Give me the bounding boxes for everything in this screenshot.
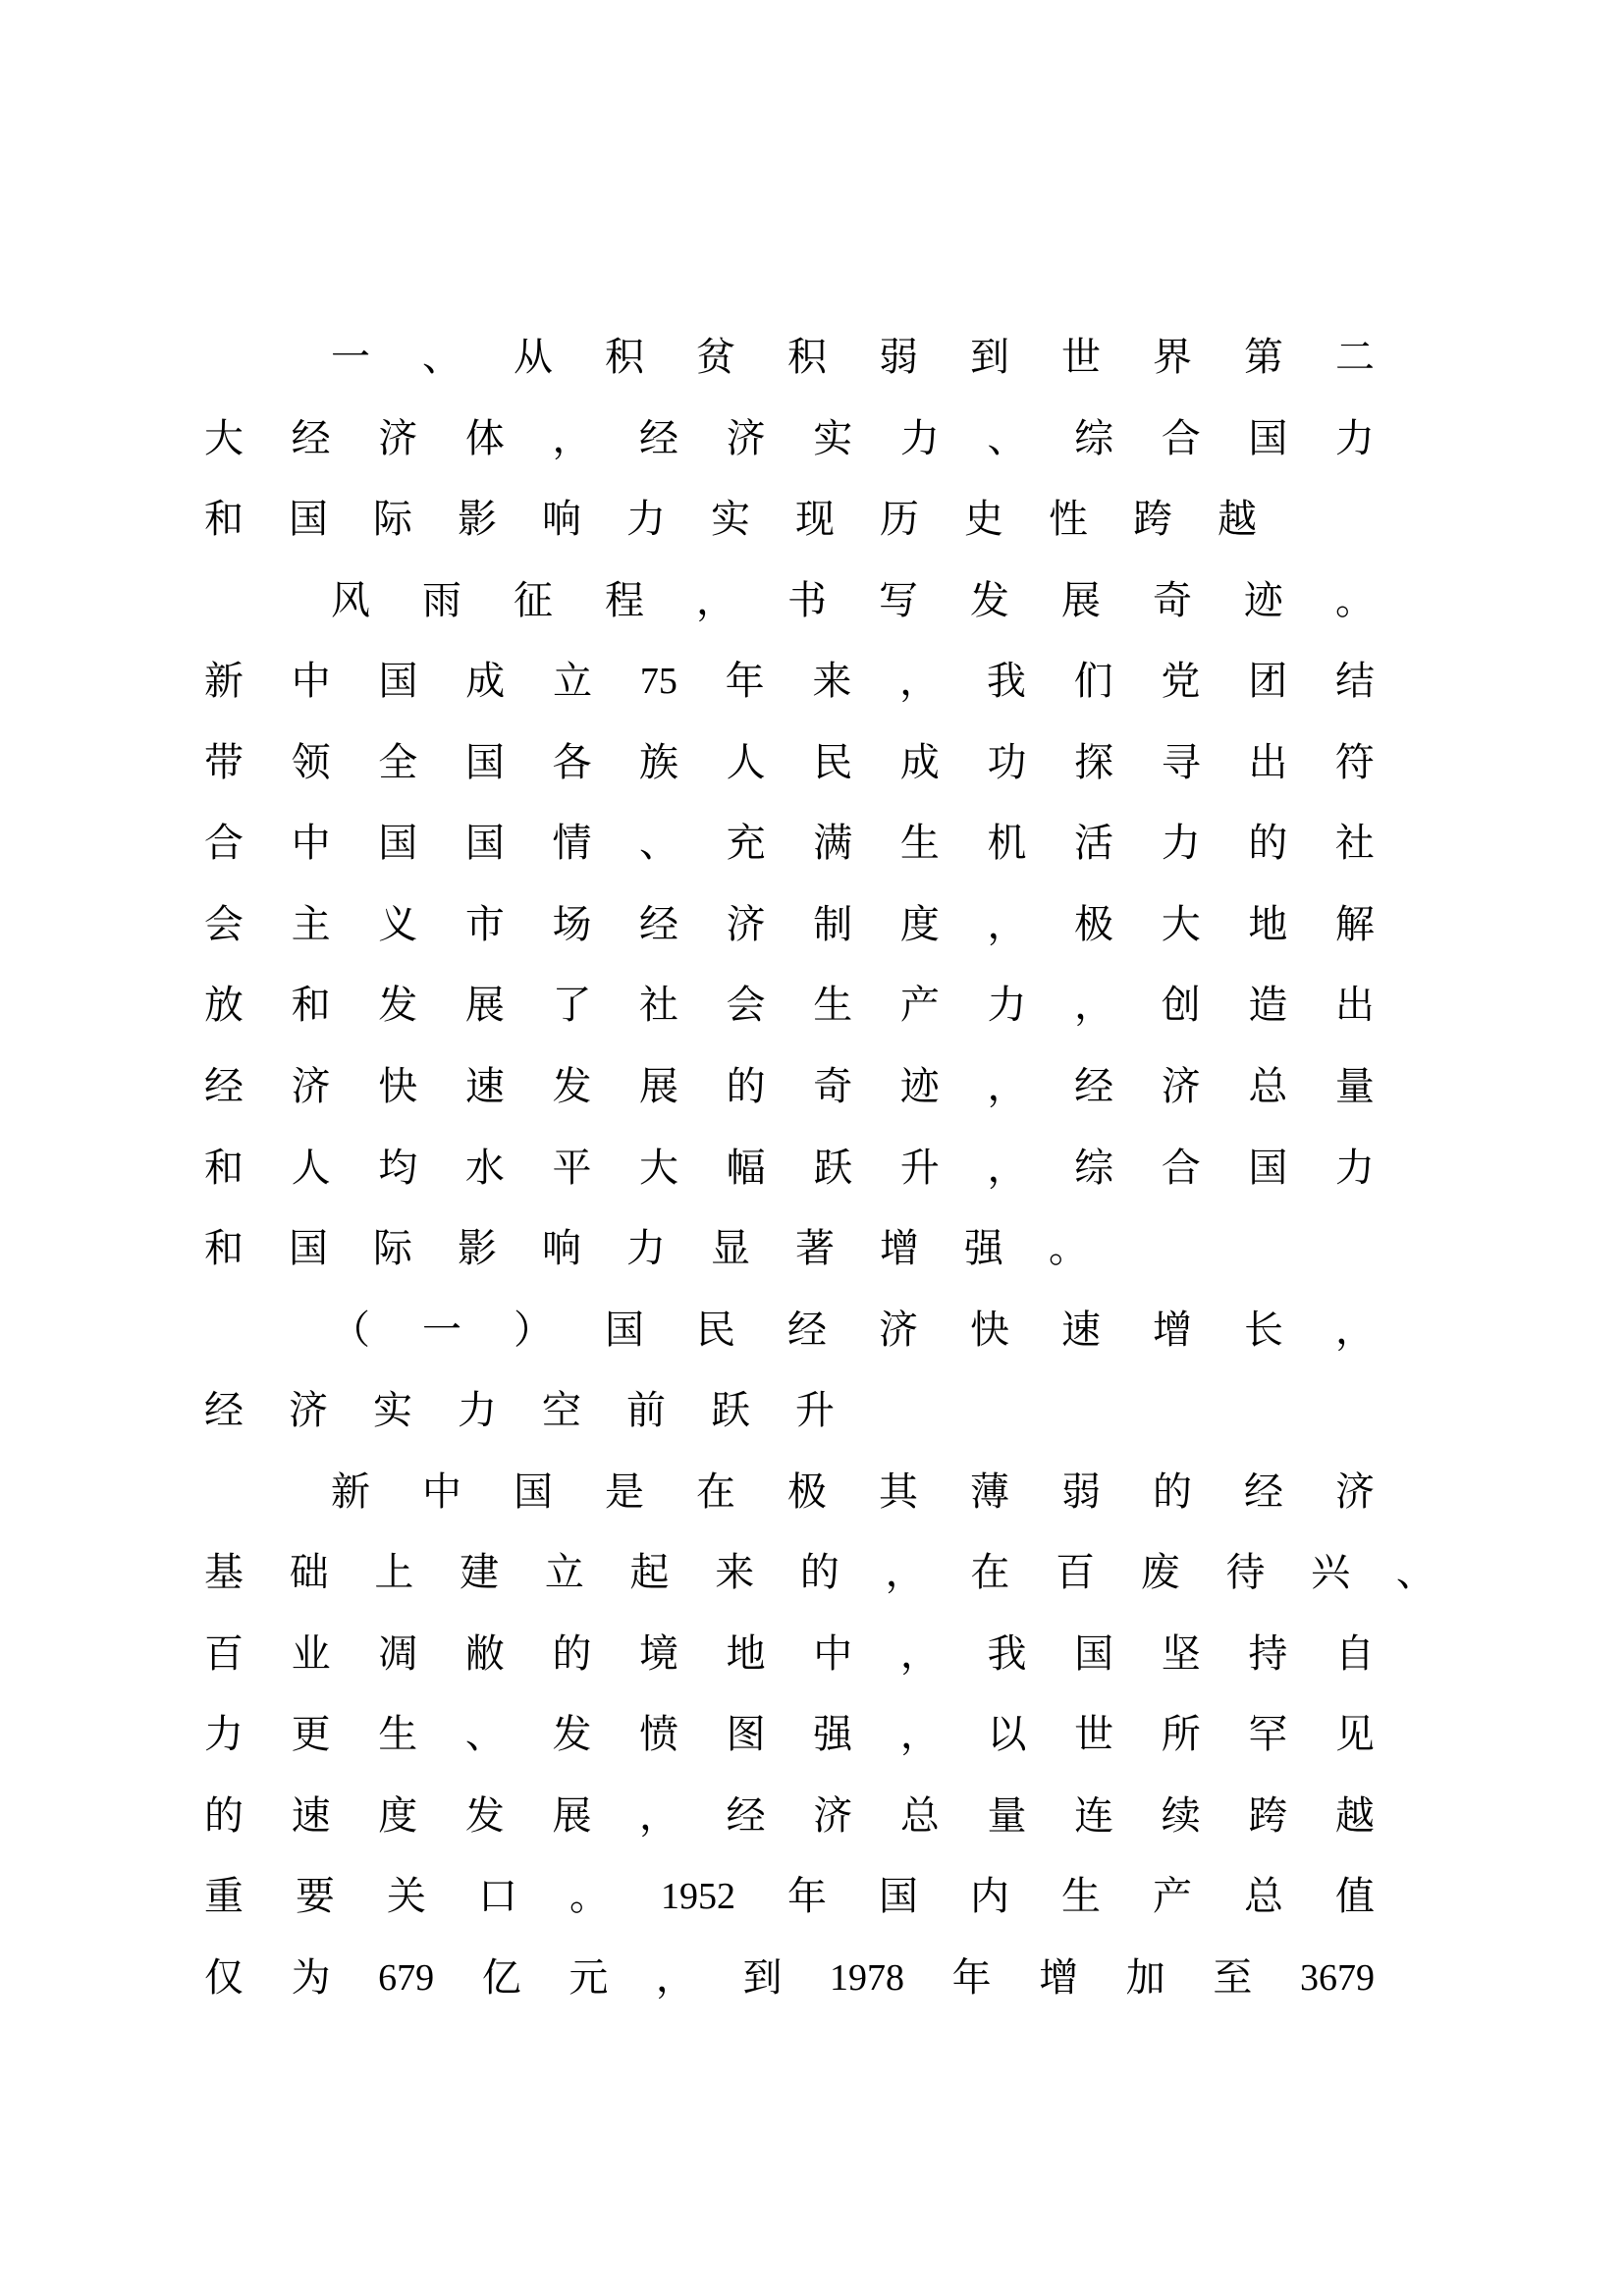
- text-glyph: 强: [813, 1712, 853, 1758]
- text-glyph: 仅: [204, 1955, 244, 2001]
- text-line: [204, 495, 1257, 544]
- text-glyph: 了: [552, 983, 592, 1029]
- text-glyph: 合: [204, 821, 244, 867]
- text-glyph: 充: [726, 821, 766, 867]
- text-glyph: 弱: [879, 335, 918, 380]
- text-glyph: 要: [296, 1874, 335, 1920]
- text-glyph: 影: [458, 1226, 497, 1272]
- text-line: [204, 900, 1375, 949]
- text-glyph: ，: [696, 577, 735, 623]
- text-glyph: 济: [879, 1307, 918, 1353]
- text-line: [204, 414, 1375, 463]
- text-glyph: 奇: [1153, 577, 1192, 623]
- text-glyph: 和: [291, 983, 331, 1029]
- text-glyph: 写: [879, 577, 918, 623]
- text-glyph: 民: [813, 739, 853, 785]
- text-glyph: 经: [204, 1388, 244, 1434]
- text-glyph: 快: [970, 1307, 1009, 1353]
- text-glyph: 的: [799, 1550, 839, 1596]
- text-glyph: 奇: [813, 1063, 853, 1109]
- text-glyph: 济: [813, 1792, 853, 1839]
- text-glyph: 世: [1061, 335, 1101, 380]
- text-glyph: 国: [464, 739, 505, 785]
- text-glyph: 百: [204, 1630, 244, 1677]
- text-glyph: 造: [1248, 983, 1288, 1029]
- text-line: [204, 1062, 1375, 1111]
- text-glyph: 待: [1225, 1550, 1266, 1596]
- text-glyph: 一: [422, 1307, 461, 1353]
- text-glyph: 解: [1334, 901, 1375, 947]
- text-glyph: 关: [387, 1874, 426, 1920]
- text-glyph: 历: [880, 497, 919, 543]
- text-glyph: 活: [1074, 821, 1114, 867]
- text-glyph: 在: [696, 1468, 735, 1515]
- text-glyph: 发: [378, 983, 418, 1029]
- text-glyph: ，: [899, 659, 940, 705]
- text-glyph: 性: [1049, 497, 1088, 543]
- text-glyph: 功: [987, 739, 1027, 785]
- text-glyph: 第: [1244, 335, 1283, 380]
- text-line: [331, 1468, 1375, 1517]
- text-glyph: 发: [552, 1063, 592, 1109]
- text-glyph: 贫: [696, 335, 735, 380]
- text-line: [204, 1386, 835, 1435]
- text-glyph: 际: [373, 1226, 412, 1272]
- text-glyph: 自: [1334, 1630, 1375, 1677]
- text-glyph: 上: [374, 1550, 414, 1596]
- text-glyph: 会: [204, 901, 244, 947]
- text-glyph: 续: [1161, 1792, 1201, 1839]
- text-glyph: 到: [742, 1955, 783, 2001]
- text-glyph: 总: [1244, 1874, 1283, 1920]
- text-glyph: 民: [696, 1307, 735, 1353]
- text-glyph: ）: [514, 1307, 553, 1353]
- text-glyph: 市: [464, 901, 505, 947]
- text-glyph: 义: [378, 901, 418, 947]
- text-glyph: 综: [1074, 1145, 1114, 1191]
- text-glyph: 废: [1140, 1550, 1180, 1596]
- text-glyph: 增: [1039, 1955, 1079, 2001]
- text-glyph: 弱: [1061, 1468, 1101, 1515]
- text-glyph: 迹: [1244, 577, 1283, 623]
- text-glyph: ，: [987, 901, 1027, 947]
- text-glyph: ，: [552, 415, 592, 461]
- text-glyph: 建: [460, 1550, 500, 1596]
- text-glyph: 生: [378, 1712, 418, 1758]
- text-glyph: 总: [899, 1792, 940, 1839]
- text-glyph: 界: [1153, 335, 1192, 380]
- text-glyph: ，: [1335, 1307, 1375, 1353]
- text-glyph: 放: [204, 983, 244, 1029]
- text-glyph: 和: [204, 497, 244, 543]
- text-glyph: 3679: [1299, 1957, 1375, 1999]
- text-glyph: 力: [626, 1226, 666, 1272]
- text-glyph: 成: [899, 739, 940, 785]
- text-glyph: 平: [552, 1145, 592, 1191]
- text-glyph: ，: [655, 1955, 695, 2001]
- text-glyph: 展: [639, 1063, 679, 1109]
- text-glyph: 济: [726, 901, 766, 947]
- text-glyph: 生: [1061, 1874, 1101, 1920]
- text-glyph: 础: [289, 1550, 329, 1596]
- text-glyph: 人: [291, 1145, 331, 1191]
- text-glyph: 的: [204, 1792, 244, 1839]
- text-glyph: 结: [1334, 659, 1375, 705]
- text-glyph: 度: [378, 1792, 418, 1839]
- text-glyph: 新: [204, 659, 244, 705]
- text-glyph: 年: [787, 1874, 827, 1920]
- text-glyph: 连: [1074, 1792, 1114, 1839]
- text-glyph: 内: [970, 1874, 1009, 1920]
- text-glyph: 的: [1153, 1468, 1192, 1515]
- text-glyph: 世: [1074, 1712, 1114, 1758]
- text-glyph: 跨: [1133, 497, 1172, 543]
- text-glyph: 前: [626, 1388, 666, 1434]
- text-glyph: 创: [1161, 983, 1201, 1029]
- text-glyph: 量: [1334, 1063, 1375, 1109]
- text-glyph: 经: [639, 415, 679, 461]
- text-glyph: 探: [1074, 739, 1114, 785]
- text-glyph: 国: [1074, 1630, 1114, 1677]
- text-glyph: 国: [289, 1226, 328, 1272]
- text-glyph: ，: [639, 1792, 679, 1839]
- text-glyph: 速: [1061, 1307, 1101, 1353]
- text-glyph: 著: [795, 1226, 835, 1272]
- text-glyph: 、: [987, 415, 1027, 461]
- text-line: [204, 738, 1375, 787]
- text-glyph: 济: [1161, 1063, 1201, 1109]
- text-glyph: 国: [289, 497, 328, 543]
- text-glyph: 的: [1248, 821, 1288, 867]
- text-glyph: 、: [1395, 1550, 1435, 1596]
- text-glyph: 从: [514, 335, 553, 380]
- text-glyph: 发: [552, 1712, 592, 1758]
- text-glyph: 响: [542, 497, 581, 543]
- text-glyph: 兴: [1311, 1550, 1351, 1596]
- text-glyph: 中: [422, 1468, 461, 1515]
- text-glyph: 际: [373, 497, 412, 543]
- text-glyph: 敝: [464, 1630, 505, 1677]
- text-glyph: 济: [291, 1063, 331, 1109]
- text-glyph: 响: [542, 1226, 581, 1272]
- text-glyph: 寻: [1161, 739, 1201, 785]
- text-glyph: 加: [1125, 1955, 1165, 2001]
- text-glyph: 更: [291, 1712, 331, 1758]
- text-glyph: 风: [331, 577, 370, 623]
- text-glyph: 合: [1161, 415, 1201, 461]
- text-glyph: 们: [1073, 659, 1113, 705]
- text-glyph: 影: [458, 497, 497, 543]
- text-glyph: 力: [899, 415, 940, 461]
- text-glyph: 族: [639, 739, 679, 785]
- text-glyph: 百: [1056, 1550, 1096, 1596]
- text-glyph: 越: [1334, 1792, 1375, 1839]
- text-glyph: 愤: [639, 1712, 679, 1758]
- text-glyph: 量: [987, 1792, 1027, 1839]
- text-glyph: 极: [1074, 901, 1114, 947]
- text-glyph: 极: [787, 1468, 827, 1515]
- text-glyph: 国: [879, 1874, 918, 1920]
- text-glyph: 征: [514, 577, 553, 623]
- text-glyph: 国: [378, 821, 418, 867]
- text-glyph: 中: [813, 1630, 853, 1677]
- text-glyph: 大: [639, 1145, 679, 1191]
- text-glyph: 力: [1161, 821, 1201, 867]
- text-glyph: 口: [478, 1874, 517, 1920]
- text-glyph: 强: [964, 1226, 1003, 1272]
- text-glyph: 史: [964, 497, 1003, 543]
- text-glyph: 基: [204, 1550, 244, 1596]
- text-glyph: 薄: [970, 1468, 1009, 1515]
- text-glyph: ，: [885, 1550, 925, 1596]
- text-glyph: 全: [378, 739, 418, 785]
- text-glyph: 、: [464, 1712, 505, 1758]
- text-glyph: 济: [378, 415, 418, 461]
- text-glyph: 其: [879, 1468, 918, 1515]
- text-glyph: 力: [1334, 415, 1375, 461]
- text-glyph: 见: [1334, 1712, 1375, 1758]
- text-line: [204, 981, 1375, 1030]
- text-glyph: 国: [464, 821, 505, 867]
- text-glyph: 国: [1248, 1145, 1288, 1191]
- text-glyph: 力: [1334, 1145, 1375, 1191]
- text-glyph: 新: [331, 1468, 370, 1515]
- text-glyph: 产: [899, 983, 940, 1029]
- text-glyph: 凋: [378, 1630, 418, 1677]
- text-glyph: 业: [291, 1630, 331, 1677]
- text-glyph: 水: [464, 1145, 505, 1191]
- text-glyph: 679: [378, 1957, 435, 1999]
- text-glyph: 实: [813, 415, 853, 461]
- text-glyph: ，: [987, 1145, 1027, 1191]
- text-glyph: 展: [464, 983, 505, 1029]
- text-glyph: 经: [291, 415, 331, 461]
- text-glyph: 升: [795, 1388, 835, 1434]
- text-glyph: 快: [378, 1063, 418, 1109]
- text-glyph: 、: [422, 335, 461, 380]
- text-glyph: 和: [204, 1226, 244, 1272]
- text-glyph: 速: [464, 1063, 505, 1109]
- text-glyph: 出: [1334, 983, 1375, 1029]
- text-glyph: 雨: [422, 577, 461, 623]
- text-glyph: 的: [726, 1063, 766, 1109]
- text-line: [204, 657, 1375, 706]
- text-glyph: 年: [951, 1955, 992, 2001]
- text-line: [204, 1710, 1375, 1759]
- text-glyph: 立: [553, 659, 593, 705]
- text-glyph: 、: [639, 821, 679, 867]
- text-line: [204, 1872, 1375, 1921]
- text-glyph: 生: [899, 821, 940, 867]
- text-glyph: 各: [552, 739, 592, 785]
- text-glyph: ，: [987, 1063, 1027, 1109]
- text-glyph: 积: [787, 335, 827, 380]
- text-glyph: 成: [465, 659, 506, 705]
- text-glyph: 升: [899, 1145, 940, 1191]
- text-glyph: 社: [639, 983, 679, 1029]
- text-glyph: 跃: [813, 1145, 853, 1191]
- text-glyph: 1978: [830, 1957, 905, 1999]
- text-glyph: 持: [1248, 1630, 1288, 1677]
- text-line: [204, 1224, 1088, 1273]
- text-glyph: 二: [1335, 335, 1375, 380]
- text-glyph: 和: [204, 1145, 244, 1191]
- text-glyph: 经: [1074, 1063, 1114, 1109]
- text-glyph: 满: [813, 821, 853, 867]
- text-glyph: 积: [605, 335, 644, 380]
- text-glyph: 大: [1161, 901, 1201, 947]
- text-glyph: 。: [1335, 577, 1375, 623]
- text-glyph: 经: [726, 1792, 766, 1839]
- text-glyph: 场: [552, 901, 592, 947]
- text-glyph: 济: [289, 1388, 328, 1434]
- text-glyph: ，: [1074, 983, 1114, 1029]
- text-line: [204, 1791, 1375, 1841]
- text-glyph: 。: [1049, 1226, 1088, 1272]
- text-glyph: 现: [795, 497, 835, 543]
- text-glyph: 党: [1161, 659, 1201, 705]
- text-glyph: 跃: [711, 1388, 750, 1434]
- text-glyph: 是: [605, 1468, 644, 1515]
- text-glyph: （: [331, 1307, 370, 1353]
- text-glyph: 1952: [661, 1876, 735, 1918]
- text-glyph: 空: [542, 1388, 581, 1434]
- text-glyph: 会: [726, 983, 766, 1029]
- text-glyph: 迹: [899, 1063, 940, 1109]
- text-glyph: 主: [291, 901, 331, 947]
- text-glyph: 增: [880, 1226, 919, 1272]
- text-glyph: 合: [1161, 1145, 1201, 1191]
- text-glyph: 亿: [481, 1955, 521, 2001]
- text-glyph: 罕: [1248, 1712, 1288, 1758]
- text-glyph: 展: [1061, 577, 1101, 623]
- text-line: [331, 333, 1375, 382]
- text-glyph: 国: [1248, 415, 1288, 461]
- text-glyph: 经: [787, 1307, 827, 1353]
- text-glyph: 力: [987, 983, 1027, 1029]
- text-glyph: 出: [1248, 739, 1288, 785]
- text-glyph: 越: [1218, 497, 1257, 543]
- text-glyph: 增: [1153, 1307, 1192, 1353]
- text-glyph: 发: [464, 1792, 505, 1839]
- text-glyph: 到: [970, 335, 1009, 380]
- text-glyph: 发: [970, 577, 1009, 623]
- text-glyph: 社: [1334, 821, 1375, 867]
- text-glyph: 综: [1074, 415, 1114, 461]
- text-glyph: 济: [1335, 1468, 1375, 1515]
- text-glyph: ，: [899, 1630, 940, 1677]
- text-glyph: 地: [1248, 901, 1288, 947]
- text-glyph: 所: [1161, 1712, 1201, 1758]
- text-line: [204, 1953, 1375, 2002]
- text-glyph: 生: [813, 983, 853, 1029]
- text-glyph: 起: [629, 1550, 670, 1596]
- text-glyph: 经: [204, 1063, 244, 1109]
- text-glyph: 国: [605, 1307, 644, 1353]
- text-glyph: 为: [291, 1955, 331, 2001]
- text-glyph: 总: [1248, 1063, 1288, 1109]
- text-glyph: 显: [711, 1226, 750, 1272]
- text-glyph: 书: [787, 577, 827, 623]
- text-glyph: 力: [626, 497, 666, 543]
- text-line: [204, 1548, 1435, 1597]
- text-glyph: 以: [987, 1712, 1027, 1758]
- text-glyph: 国: [514, 1468, 553, 1515]
- text-glyph: 国: [378, 659, 418, 705]
- text-glyph: 情: [552, 821, 592, 867]
- text-glyph: 速: [291, 1792, 331, 1839]
- text-glyph: 实: [373, 1388, 412, 1434]
- text-glyph: 跨: [1248, 1792, 1288, 1839]
- text-glyph: 坚: [1161, 1630, 1201, 1677]
- text-line: [204, 819, 1375, 868]
- text-glyph: 团: [1248, 659, 1288, 705]
- text-glyph: 境: [639, 1630, 679, 1677]
- text-line: [331, 576, 1375, 625]
- text-glyph: 年: [725, 659, 765, 705]
- text-glyph: 领: [291, 739, 331, 785]
- text-line: [204, 1629, 1375, 1679]
- text-glyph: 经: [1244, 1468, 1283, 1515]
- text-glyph: 值: [1335, 1874, 1375, 1920]
- text-glyph: 符: [1334, 739, 1375, 785]
- text-glyph: 幅: [726, 1145, 766, 1191]
- text-glyph: 力: [204, 1712, 244, 1758]
- text-glyph: 力: [458, 1388, 497, 1434]
- text-glyph: 我: [986, 659, 1026, 705]
- text-glyph: 体: [464, 415, 505, 461]
- text-glyph: 至: [1213, 1955, 1253, 2001]
- text-line: [331, 1306, 1375, 1355]
- text-glyph: 中: [291, 821, 331, 867]
- text-glyph: 济: [726, 415, 766, 461]
- text-glyph: 人: [726, 739, 766, 785]
- text-glyph: 来: [812, 659, 852, 705]
- text-glyph: 程: [605, 577, 644, 623]
- text-glyph: 图: [726, 1712, 766, 1758]
- text-glyph: 我: [987, 1630, 1027, 1677]
- text-line: [204, 1144, 1375, 1193]
- text-glyph: 长: [1244, 1307, 1283, 1353]
- text-glyph: 中: [291, 659, 331, 705]
- text-glyph: 展: [552, 1792, 592, 1839]
- text-glyph: 重: [204, 1874, 244, 1920]
- text-glyph: 。: [569, 1874, 609, 1920]
- text-glyph: 机: [987, 821, 1027, 867]
- text-glyph: 地: [726, 1630, 766, 1677]
- text-glyph: 带: [204, 739, 244, 785]
- text-glyph: 实: [711, 497, 750, 543]
- text-glyph: 来: [715, 1550, 755, 1596]
- text-glyph: 大: [204, 415, 244, 461]
- text-glyph: 在: [970, 1550, 1010, 1596]
- text-glyph: 元: [568, 1955, 609, 2001]
- text-glyph: 产: [1153, 1874, 1192, 1920]
- text-glyph: ，: [899, 1712, 940, 1758]
- text-glyph: 均: [378, 1145, 418, 1191]
- text-glyph: 度: [899, 901, 940, 947]
- text-glyph: 制: [813, 901, 853, 947]
- text-glyph: 经: [639, 901, 679, 947]
- text-glyph: 75: [639, 661, 677, 703]
- text-glyph: 的: [552, 1630, 592, 1677]
- text-glyph: 立: [544, 1550, 584, 1596]
- text-glyph: 一: [331, 335, 370, 380]
